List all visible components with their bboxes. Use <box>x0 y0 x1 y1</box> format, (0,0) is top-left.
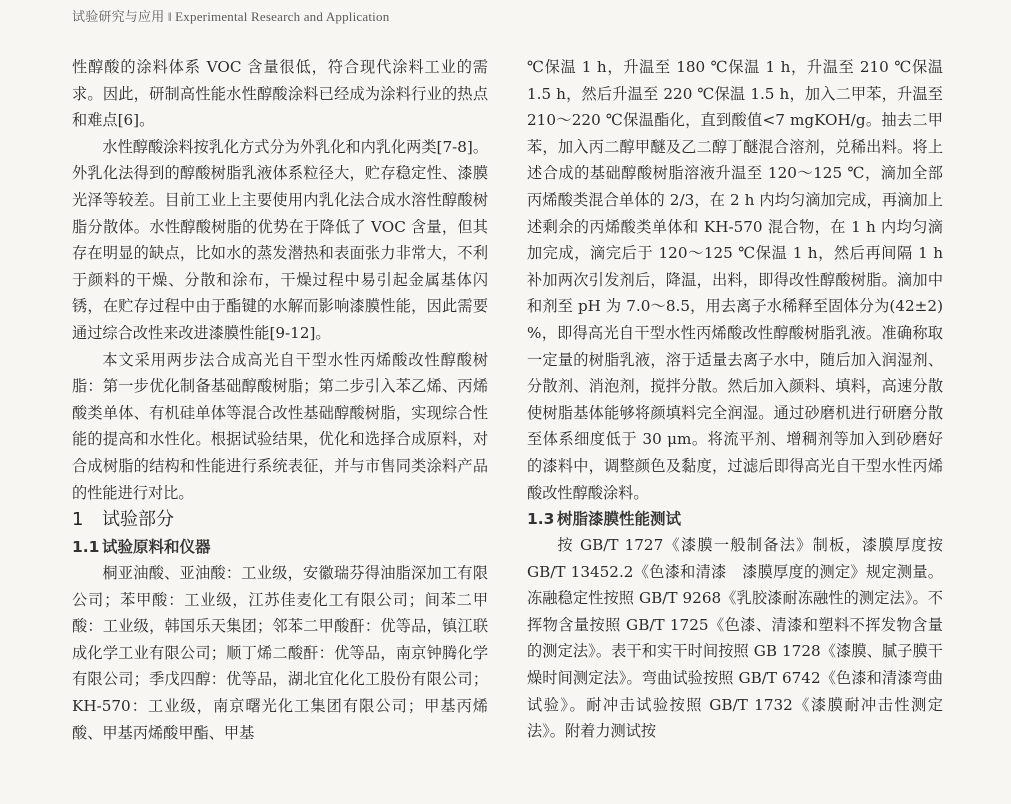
section-title: 试验部分 <box>102 509 174 531</box>
subsection-title: 树脂漆膜性能测试 <box>557 510 682 529</box>
subsection-number: 1.3 <box>527 510 555 529</box>
subsection-heading <box>527 506 943 532</box>
subsection-title: 试验原料和仪器 <box>102 538 211 557</box>
section-number: 1 <box>72 509 84 531</box>
paragraph: 桐亚油酸、亚油酸：工业级，安徽瑞芬得油脂深加工有限公司；苯甲酸：工业级，江苏佳麦化工有限公司；间苯二甲酸：工业级，韩国乐天集团；邻苯二甲酸酐：优等品，镇江联成化学工业有限公司；顺丁烯二酸酐：优等品，南京钟腾化学有限公司；季戊四醇：优等品，湖北宜化化工股份有限公司；KH-570：工业级，南京曙光化工集团有限公司；甲基丙烯酸、甲基丙烯酸甲酯、甲基 <box>72 564 488 742</box>
paragraph: 按 GB/T 1727《漆膜一般制备法》制板，漆膜厚度按 GB/T 13452.2《色漆和清漆 漆膜厚度的测定》规定测量。冻融稳定性按照 GB/T 9268《乳胶漆耐冻融性的测定法》。不挥物含量按照 GB/T 1725《色漆、清漆和塑料不挥发物含量的测定法》。表干和实干时间按照 GB 1728《漆膜、腻子膜干燥时间测定法》。弯曲试验按照 GB/T 6742《色漆和清漆弯曲试验》。耐冲击试验按照 GB/T 1732《漆膜耐冲击性测定法》。附着力测试按 <box>527 536 943 741</box>
running-head: 试验研究与应用 ‖ Experimental Research and Application <box>72 9 390 24</box>
right-column <box>527 54 943 745</box>
paragraph: 水性醇酸涂料按乳化方式分为外乳化和内乳化两类[7-8]。外乳化法得到的醇酸树脂乳液体系粒径大，贮存稳定性、漆膜光泽等较差。目前工业上主要使用内乳化法合成水溶性醇酸树脂分散体。水性醇酸树脂的优势在于降低了 VOC 含量，但其存在明显的缺点，比如水的蒸发潜热和表面张力非常大，不利于颜料的干燥、分散和涂布，干燥过程中易引起金属基体闪锈，在贮存过程中由于酯键的水解而影响漆膜性能，因此需要通过综合改性来改进漆膜性能[9-12]。 <box>72 137 489 342</box>
subsection-heading <box>72 534 488 560</box>
left-column <box>72 54 488 746</box>
paragraph: 性醇酸的涂料体系 VOC 含量很低，符合现代涂料工业的需求。因此，研制高性能水性醇酸涂料已经成为涂料行业的热点和难点[6]。 <box>72 58 488 130</box>
subsection-number: 1.1 <box>72 538 100 557</box>
section-heading <box>72 506 488 534</box>
paragraph: ℃保温 1 h，升温至 180 ℃保温 1 h，升温至 210 ℃保温 1.5 h，然后升温至 220 ℃保温 1.5 h，加入二甲苯，升温至 210～220 ℃保温酯化，直到酸值<7 mgKOH/g。抽去二甲苯，加入丙二醇甲醚及乙二醇丁醚混合溶剂，兑稀出料。将上述合成的基础醇酸树脂溶液升温至 120～125 ℃，滴加全部丙烯酸类混合单体的 2/3，在 2 h 内均匀滴加完成，再滴加上述剩余的丙烯酸类单体和 KH-570 混合物，在 1 h 内均匀滴加完成，滴完后于 120～125 ℃保温 1 h，然后再间隔 1 h 补加两次引发剂后，降温，出料，即得改性醇酸树脂。滴加中和剂至 pH 为 7.0～8.5，用去离子水稀释至固体分为(42±2) %，即得高光自干型水性丙烯酸改性醇酸树脂乳液。准确称取一定量的树脂乳液，溶于适量去离子水中，随后加入润湿剂、分散剂、消泡剂，搅拌分散。然后加入颜料、填料，高速分散使树脂基体能够将颜填料完全润湿。通过砂磨机进行研磨分散至体系细度低于 30 μm。将流平剂、增稠剂等加入到砂磨好的漆料中，调整颜色及黏度，过滤后即得高光自干型水性丙烯酸改性醇酸涂料。 <box>527 58 943 502</box>
paragraph: 本文采用两步法合成高光自干型水性丙烯酸改性醇酸树脂：第一步优化制备基础醇酸树脂；第二步引入苯乙烯、丙烯酸类单体、有机硅单体等混合改性基础醇酸树脂，实现综合性能的提高和水性化。根据试验结果，优化和选择合成原料，对合成树脂的结构和性能进行系统表征，并与市售同类涂料产品的性能进行对比。 <box>72 350 488 502</box>
